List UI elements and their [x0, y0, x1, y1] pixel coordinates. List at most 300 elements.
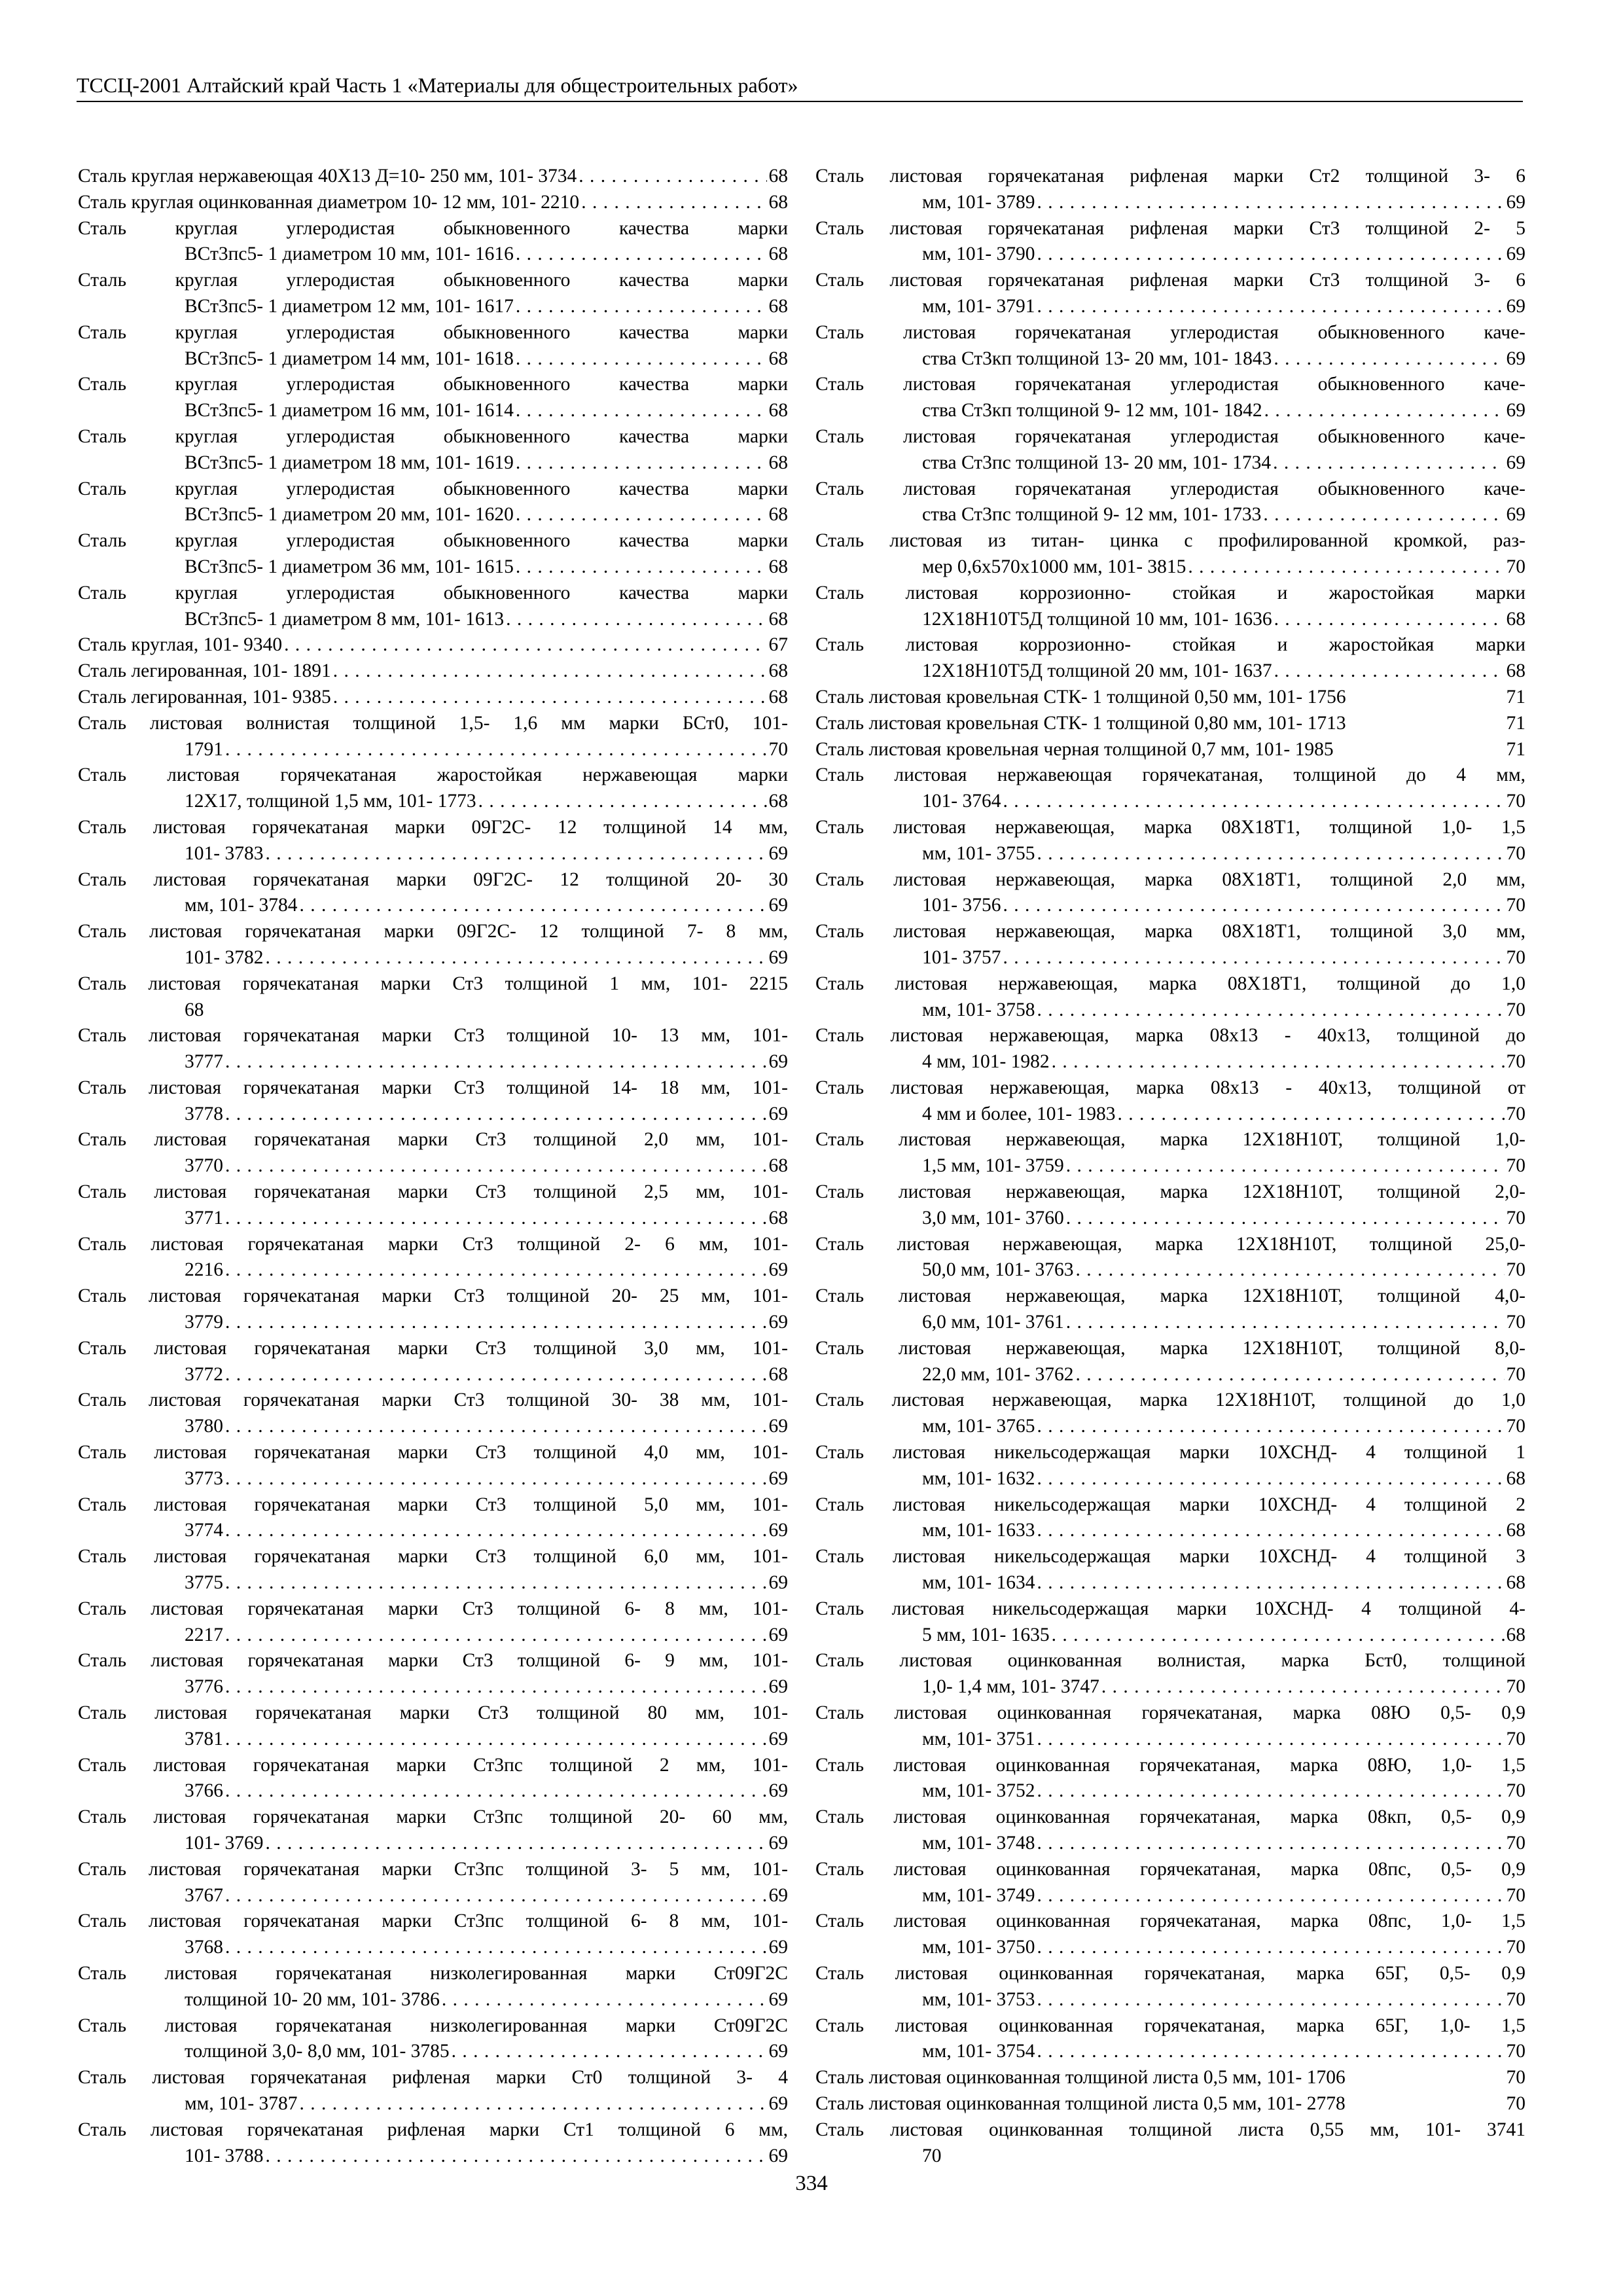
entry-text-line2: [78, 242, 788, 268]
entry-text-cont: мм, 101- 3790: [922, 243, 1035, 265]
entry-page: 71: [1506, 738, 1525, 760]
index-entry: [78, 1492, 788, 1545]
entry-text-cont: ства Ст3кп толщиной 13- 20 мм, 101- 1843: [922, 348, 1272, 369]
entry-page: 69: [768, 1884, 788, 1906]
dot-leader: [225, 737, 767, 763]
entry-text-cont: 3774: [185, 1520, 223, 1541]
entry-page: 69: [1506, 243, 1525, 265]
entry-page: 70: [1506, 1363, 1525, 1385]
entry-page: 69: [768, 1937, 788, 1958]
index-entry: [815, 1179, 1525, 1232]
entry-text-cont: 101- 3757: [922, 946, 1001, 968]
index-entry: [78, 164, 788, 190]
entry-text-line2: [78, 502, 788, 528]
dot-leader: [225, 1674, 767, 1700]
entry-page: 71: [1506, 712, 1525, 734]
entry-text-line2: [815, 945, 1525, 971]
dot-leader: [1037, 997, 1505, 1024]
entry-text-line2: [815, 1414, 1525, 1440]
entry-text-line1: Сталь листовая горячекатаная углеродистая обыкновенного каче-: [815, 478, 1525, 499]
dot-leader: [333, 685, 767, 711]
entry-text-cont: 3768: [185, 1937, 223, 1958]
entry-text-line1: Сталь листовая оцинкованная волнистая, марка Бст0, толщиной: [815, 1650, 1525, 1672]
index-entry: [815, 372, 1525, 424]
entry-text-line2: [78, 1570, 788, 1596]
entry-page: 69: [768, 1467, 788, 1489]
entry-page: 70: [1506, 1937, 1525, 1958]
entry-page: 69: [768, 842, 788, 864]
index-column-right: [815, 164, 1525, 2169]
entry-text-line1: Сталь листовая горячекатаная низколегированная марки Ст09Г2С: [78, 1962, 788, 1984]
entry-text-cont: 101- 3756: [922, 895, 1001, 916]
entry-text-line1: Сталь листовая горячекатаная углеродистая обыкновенного каче-: [815, 321, 1525, 343]
dot-leader: [1076, 1362, 1505, 1388]
entry-text-cont: мм, 101- 3758: [922, 999, 1035, 1020]
index-entry: [78, 1648, 788, 1700]
dot-leader: [1273, 450, 1504, 476]
entry-page: 70: [1506, 1988, 1525, 2010]
entry-text: Сталь листовая оцинкованная толщиной листа 0,5 мм, 101- 1706: [815, 2067, 1346, 2089]
entry-text-line1: Сталь листовая горячекатаная марки Ст3 толщиной 2- 6 мм, 101-: [78, 1233, 788, 1255]
index-entry: [78, 216, 788, 268]
dot-leader: [1066, 1206, 1505, 1232]
index-entry: [815, 1492, 1525, 1545]
index-entry: [78, 867, 788, 920]
index-entry: [815, 1909, 1525, 1961]
dot-leader: [300, 2091, 767, 2117]
entry-text-cont: 2217: [185, 1624, 223, 1645]
entry-page: 67: [768, 634, 788, 656]
entry-text-line2: [815, 893, 1525, 919]
entry-page: 70: [1506, 1676, 1525, 1698]
entry-text-line1: Сталь листовая из титан- цинка с профилированной кромкой, раз-: [815, 530, 1525, 552]
dot-leader: [1037, 2039, 1505, 2065]
entry-text-line2: [815, 554, 1525, 581]
dot-leader: [516, 554, 767, 581]
entry-page: 68: [768, 243, 788, 265]
entry-text-line1: Сталь листовая горячекатаная углеродистая обыкновенного каче-: [815, 374, 1525, 395]
entry-text: Сталь круглая, 101- 9340: [78, 634, 283, 656]
entry-text-line2: [78, 346, 788, 372]
index-entry: [78, 1283, 788, 1336]
index-entry: [78, 1232, 788, 1284]
entry-text-cont: 4 мм, 101- 1982: [922, 1051, 1050, 1073]
entry-text-line1: Сталь листовая оцинкованная горячекатаная, марка 08пс, 0,5- 0,9: [815, 1858, 1525, 1880]
entry-text-cont: мм, 101- 3755: [922, 842, 1035, 864]
entry-page: 70: [1506, 1884, 1525, 1906]
entry-text-line1: Сталь листовая горячекатаная низколегированная марки Ст09Г2С: [78, 2015, 788, 2036]
entry-page: 70: [1506, 946, 1525, 968]
entry-text-line2: [815, 346, 1525, 372]
index-entry: [815, 919, 1525, 971]
entry-page: 71: [1506, 686, 1525, 708]
entry-text-line1: Сталь листовая нержавеющая горячекатаная, толщиной до 4 мм,: [815, 764, 1525, 786]
entry-text-line2: [815, 1831, 1525, 1857]
entry-text-line1: Сталь листовая нержавеющая, марка 08х13 - 40х13, толщиной от: [815, 1077, 1525, 1098]
entry-text-cont: 3767: [185, 1884, 223, 1906]
entry-page: 68: [768, 1363, 788, 1385]
index-entry: [815, 528, 1525, 581]
index-entry: [78, 632, 788, 658]
entry-text-cont: 3781: [185, 1728, 223, 1749]
entry-text: Сталь легированная, 101- 9385: [78, 686, 331, 708]
entry-page: 69: [768, 1833, 788, 1854]
entry-text-line1: Сталь листовая нержавеющая, марка 08Х18Т1, толщиной до 1,0: [815, 973, 1525, 994]
entry-text-cont: 3770: [185, 1155, 223, 1177]
entry-page: 68: [768, 660, 788, 682]
index-entry: [815, 711, 1525, 737]
entry-text-line2: [815, 450, 1525, 476]
entry-page: 69: [1506, 504, 1525, 526]
entry-text-cont: мм, 101- 3749: [922, 1884, 1035, 1906]
entry-text-cont: мм, 101- 3750: [922, 1937, 1035, 1958]
entry-text-cont: 3,0 мм, 101- 3760: [922, 1207, 1064, 1229]
dot-leader: [516, 502, 767, 528]
entry-text-line2: [78, 945, 788, 971]
entry-text-line2: [78, 1206, 788, 1232]
entry-text-line1: Сталь листовая горячекатаная рифленая марки Ст0 толщиной 3- 4: [78, 2067, 788, 2089]
entry-text-cont: 5 мм, 101- 1635: [922, 1624, 1050, 1645]
entry-text-line2: [78, 1257, 788, 1283]
entry-text: Сталь круглая оцинкованная диаметром 10- 12 мм, 101- 2210: [78, 191, 580, 213]
entry-text-line1: Сталь листовая нержавеющая, марка 12Х18Н10Т, толщиной 8,0-: [815, 1337, 1525, 1359]
dot-leader: [1101, 1674, 1505, 1700]
entry-text-cont: 1,5 мм, 101- 3759: [922, 1155, 1064, 1177]
entry-text-line2: [815, 1049, 1525, 1075]
entry-text-line2: [815, 398, 1525, 424]
entry-text: Сталь круглая нержавеющая 40Х13 Д=10- 250 мм, 101- 3734: [78, 166, 577, 187]
entry-text-line2: [815, 190, 1525, 216]
entry-text-line2: [78, 398, 788, 424]
index-entry: [78, 711, 788, 763]
entry-text-line1: Сталь листовая нержавеющая, марка 08х13 - 40х13, толщиной до: [815, 1025, 1525, 1047]
entry-text-line1: Сталь листовая оцинкованная горячекатаная, марка 08Ю 0,5- 0,9: [815, 1702, 1525, 1724]
entry-text-line2: [815, 1102, 1525, 1128]
dot-leader: [225, 1206, 767, 1232]
index-entry: [78, 1127, 788, 1179]
index-entry: [815, 320, 1525, 372]
entry-text-line2: [78, 1414, 788, 1440]
entry-text-cont: ства Ст3пс толщиной 9- 12 мм, 101- 1733: [922, 504, 1262, 526]
entry-text-cont: 3776: [185, 1676, 223, 1698]
entry-text-line1: Сталь листовая горячекатаная марки Ст3 толщиной 10- 13 мм, 101-: [78, 1025, 788, 1047]
dot-leader: [1274, 607, 1505, 633]
dot-leader: [225, 1570, 767, 1596]
entry-page: 68: [768, 348, 788, 369]
entry-page: 68: [768, 295, 788, 317]
index-entry: [78, 1596, 788, 1649]
entry-text-line2: [78, 607, 788, 633]
entry-text-line1: Сталь листовая оцинкованная горячекатаная, марка 08пс, 1,0- 1,5: [815, 1910, 1525, 1932]
entry-text-line1: Сталь листовая нержавеющая, марка 08Х18Т1, толщиной 3,0 мм,: [815, 921, 1525, 942]
entry-text-line1: Сталь листовая коррозионно- стойкая и жаростойкая марки: [815, 582, 1525, 603]
entry-text-line2: [78, 1362, 788, 1388]
index-entry: [78, 1700, 788, 1753]
dot-leader: [1037, 1466, 1505, 1492]
index-entry: [78, 1023, 788, 1075]
entry-text-line1: Сталь листовая оцинкованная толщиной листа 0,55 мм, 101- 3741: [815, 2119, 1525, 2140]
entry-page: 69: [768, 1103, 788, 1124]
entry-text-cont: мм, 101- 3791: [922, 295, 1035, 317]
entry-page: 68: [768, 791, 788, 812]
entry-text-line1: Сталь листовая горячекатаная марки Ст3 толщиной 20- 25 мм, 101-: [78, 1285, 788, 1307]
entry-text-line1: Сталь листовая никельсодержащая марки 10ХСНД- 4 толщиной 1: [815, 1442, 1525, 1463]
index-entry: [815, 1700, 1525, 1753]
dot-leader: [1117, 1102, 1504, 1128]
dot-leader: [516, 398, 767, 424]
index-entry: [815, 1388, 1525, 1440]
dot-leader: [225, 1257, 767, 1283]
entry-text-line1: Сталь листовая горячекатаная марки Ст3 толщиной 6,0 мм, 101-: [78, 1546, 788, 1568]
entry-page: 68: [768, 1207, 788, 1229]
entry-text-line2: [78, 789, 788, 815]
entry-text-line1: Сталь листовая горячекатаная рифленая марки Ст2 толщиной 3- 6: [815, 166, 1525, 187]
entry-text-line2: [78, 1623, 788, 1649]
index-entry: [78, 762, 788, 815]
dot-leader: [300, 893, 767, 919]
entry-page: 70: [1506, 2067, 1525, 2089]
entry-text-line2: [78, 1049, 788, 1075]
entry-text-line2: [815, 1206, 1525, 1232]
entry-text-cont: 3771: [185, 1207, 223, 1229]
entry-text-line1: Сталь листовая нержавеющая, марка 12Х18Н10Т, толщиной 4,0-: [815, 1285, 1525, 1307]
entry-text-line1: Сталь листовая горячекатаная марки 09Г2С- 12 толщиной 14 мм,: [78, 816, 788, 838]
entry-text-line2: [815, 1778, 1525, 1804]
entry-text-cont: ВСт3пс5- 1 диаметром 20 мм, 101- 1620: [185, 504, 514, 526]
entry-text-line1: Сталь листовая нержавеющая, марка 08Х18Т1, толщиной 2,0 мм,: [815, 869, 1525, 890]
entry-text-line1: Сталь листовая горячекатаная марки Ст3пс толщиной 3- 5 мм, 101-: [78, 1858, 788, 1880]
dot-leader: [1264, 398, 1505, 424]
entry-text-cont: 12Х17, толщиной 1,5 мм, 101- 1773: [185, 791, 476, 812]
entry-text-line1: Сталь листовая горячекатаная марки Ст3пс толщиной 20- 60 мм,: [78, 1806, 788, 1828]
entry-text-line2: [78, 554, 788, 581]
dot-leader: [225, 1414, 767, 1440]
entry-page: 70: [1506, 791, 1525, 812]
entry-text-line2: [78, 737, 788, 763]
entry-text-line2: [815, 841, 1525, 867]
entry-text-line2: [78, 2144, 788, 2170]
entry-text-cont: 3780: [185, 1416, 223, 1437]
entry-text-cont: мм, 101- 3787: [185, 2092, 298, 2114]
dot-leader: [452, 2039, 767, 2065]
entry-text-line1: Сталь листовая оцинкованная горячекатаная, марка 08Ю, 1,0- 1,5: [815, 1754, 1525, 1776]
entry-text-cont: мм, 101- 3754: [922, 2041, 1035, 2062]
entry-text-line2: [78, 1727, 788, 1753]
index-entry: [815, 2065, 1525, 2091]
entry-text-line1: Сталь листовая горячекатаная марки 09Г2С- 12 толщиной 20- 30: [78, 869, 788, 890]
entry-text-line1: Сталь листовая оцинкованная горячекатаная, марка 65Г, 1,0- 1,5: [815, 2015, 1525, 2036]
index-entry: [78, 1440, 788, 1492]
entry-text-line1: Сталь круглая углеродистая обыкновенного качества марки: [78, 374, 788, 395]
index-entry: [78, 528, 788, 581]
entry-text-line1: Сталь круглая углеродистая обыкновенного качества марки: [78, 582, 788, 603]
dot-leader: [1037, 1831, 1505, 1857]
entry-text-cont: 101- 3788: [185, 2145, 264, 2166]
index-entry: [815, 867, 1525, 920]
dot-leader: [1037, 294, 1505, 320]
entry-text-line2: [815, 607, 1525, 633]
entry-text-line2: [815, 658, 1525, 685]
entry-text-cont: 101- 3764: [922, 791, 1001, 812]
entry-text-line1: Сталь листовая горячекатаная рифленая марки Ст3 толщиной 3- 6: [815, 270, 1525, 291]
index-entry: [815, 424, 1525, 476]
dot-leader: [265, 841, 766, 867]
entry-text-line1: Сталь листовая горячекатаная марки 09Г2С- 12 толщиной 7- 8 мм,: [78, 921, 788, 942]
entry-text-cont: мм, 101- 1632: [922, 1467, 1035, 1489]
entry-text-cont: 101- 3769: [185, 1833, 264, 1854]
entry-page: 68: [1506, 660, 1525, 682]
entry-text-cont: 101- 3783: [185, 842, 264, 864]
entry-page: 69: [1506, 452, 1525, 473]
index-entry: [815, 2091, 1525, 2117]
entry-text: Сталь листовая кровельная СТК- 1 толщиной 0,50 мм, 101- 1756: [815, 686, 1346, 708]
entry-text-line1: Сталь листовая горячекатаная жаростойкая нержавеющая марки: [78, 764, 788, 786]
index-entry: [78, 815, 788, 867]
entry-text-line2: [815, 1674, 1525, 1700]
entry-page: 68: [768, 1155, 788, 1177]
entry-text-line2: [815, 2039, 1525, 2065]
entry-page: 68: [1506, 1624, 1525, 1645]
index-entry: [78, 1336, 788, 1388]
entry-text-cont: 12Х18Н10Т5Д толщиной 20 мм, 101- 1637: [922, 660, 1272, 682]
entry-page: 68: [768, 556, 788, 577]
entry-text-cont: мм, 101- 3748: [922, 1833, 1035, 1854]
entry-text-cont: мм, 101- 1633: [922, 1520, 1035, 1541]
entry-page: 69: [768, 1051, 788, 1073]
entry-text-cont: толщиной 3,0- 8,0 мм, 101- 3785: [185, 2041, 450, 2062]
entry-text-line1: Сталь листовая оцинкованная горячекатаная, марка 65Г, 0,5- 0,9: [815, 1962, 1525, 1984]
dot-leader: [1037, 1778, 1505, 1804]
index-entry: [815, 1753, 1525, 1805]
index-entry: [815, 1648, 1525, 1700]
entry-text-cont: ВСт3пс5- 1 диаметром 10 мм, 101- 1616: [185, 243, 514, 265]
entry-text-line1: Сталь круглая углеродистая обыкновенного качества марки: [78, 478, 788, 499]
entry-text: Сталь листовая кровельная СТК- 1 толщиной 0,80 мм, 101- 1713: [815, 712, 1346, 734]
dot-leader: [1188, 554, 1504, 581]
dot-leader: [1037, 1414, 1505, 1440]
entry-text-line2: [815, 1935, 1525, 1961]
entry-text-line1: Сталь круглая углеродистая обыкновенного качества марки: [78, 321, 788, 343]
index-entry: [815, 1857, 1525, 1909]
index-column-left: [78, 164, 788, 2169]
entry-text-line2: [78, 1674, 788, 1700]
entry-text-cont: ВСт3пс5- 1 диаметром 16 мм, 101- 1614: [185, 400, 514, 422]
index-entry: [815, 762, 1525, 815]
entry-text-cont: 1,0- 1,4 мм, 101- 3747: [922, 1676, 1099, 1698]
entry-text-cont: 1791: [185, 738, 223, 760]
entry-text-cont: 101- 3782: [185, 946, 264, 968]
index-entry: [815, 476, 1525, 529]
dot-leader: [225, 1727, 767, 1753]
dot-leader: [225, 1310, 767, 1336]
index-entry: [815, 164, 1525, 216]
entry-text-line2: [815, 1570, 1525, 1596]
index-entry: [815, 1804, 1525, 1857]
entry-text-cont: 3766: [185, 1780, 223, 1802]
index-entry: [78, 971, 788, 1024]
entry-text-line2: [815, 1727, 1525, 1753]
entry-text-line2: [815, 2144, 1525, 2170]
dot-leader: [225, 1778, 767, 1804]
entry-text-cont: 12Х18Н10Т5Д толщиной 10 мм, 101- 1636: [922, 608, 1272, 630]
entry-text-line2: [78, 2039, 788, 2065]
index-entry: [815, 2013, 1525, 2066]
dot-leader: [1066, 1153, 1505, 1179]
entry-text-line1: Сталь листовая горячекатаная марки Ст3пс толщиной 2 мм, 101-: [78, 1754, 788, 1776]
index-entry: [815, 1336, 1525, 1388]
dot-leader: [1037, 841, 1505, 867]
entry-page: 69: [1506, 348, 1525, 369]
dot-leader: [1003, 893, 1504, 919]
entry-text-line1: Сталь листовая нержавеющая, марка 12Х18Н10Т, толщиной 2,0-: [815, 1181, 1525, 1203]
index-entry: [78, 658, 788, 685]
dot-leader: [1052, 1623, 1505, 1649]
dot-leader: [1274, 658, 1505, 685]
entry-page: 70: [1506, 1207, 1525, 1229]
dot-leader: [1066, 1310, 1505, 1336]
dot-leader: [1003, 945, 1504, 971]
index-entry: [78, 581, 788, 633]
running-header: ТССЦ-2001 Алтайский край Часть 1 «Материалы для общестроительных работ»: [77, 71, 1523, 102]
entry-text-cont: 50,0 мм, 101- 3763: [922, 1259, 1074, 1281]
entry-text-line1: Сталь круглая углеродистая обыкновенного качества марки: [78, 217, 788, 239]
entry-text-line1: Сталь листовая никельсодержащая марки 10ХСНД- 4 толщиной 3: [815, 1546, 1525, 1568]
entry-text-line2: [78, 893, 788, 919]
index-entry: [78, 372, 788, 424]
index-entry: [815, 1075, 1525, 1128]
entry-text: Сталь легированная, 101- 1891: [78, 660, 331, 682]
entry-page: 69: [1506, 191, 1525, 213]
entry-text-line1: Сталь листовая нержавеющая, марка 08Х18Т1, толщиной 1,0- 1,5: [815, 816, 1525, 838]
entry-page: 68: [768, 608, 788, 630]
dot-leader: [225, 1362, 767, 1388]
entry-text-cont: 3778: [185, 1103, 223, 1124]
entry-text-line1: Сталь листовая горячекатаная марки Ст3 толщиной 80 мм, 101-: [78, 1702, 788, 1724]
entry-text-line1: Сталь круглая углеродистая обыкновенного качества марки: [78, 530, 788, 552]
index-entry: [78, 1544, 788, 1596]
entry-page: 70: [1506, 1259, 1525, 1281]
index-entry: [78, 1388, 788, 1440]
index-entry: [78, 476, 788, 529]
index-entry: [815, 581, 1525, 633]
entry-page: 69: [768, 1312, 788, 1333]
entry-page: 68: [768, 452, 788, 473]
entry-text: Сталь листовая оцинкованная толщиной листа 0,5 мм, 101- 2778: [815, 2092, 1346, 2114]
dot-leader: [1037, 1518, 1505, 1544]
dot-leader: [1037, 1935, 1505, 1961]
entry-text-line1: Сталь листовая горячекатаная марки Ст3 толщиной 6- 9 мм, 101-: [78, 1650, 788, 1672]
entry-text-line2: [815, 502, 1525, 528]
entry-text-cont: ВСт3пс5- 1 диаметром 18 мм, 101- 1619: [185, 452, 514, 473]
entry-page: 68: [768, 191, 788, 213]
dot-leader: [1003, 789, 1504, 815]
entry-page: 70: [1506, 999, 1525, 1020]
dot-leader: [1052, 1049, 1505, 1075]
entry-text-line1: Сталь листовая нержавеющая, марка 12Х18Н10Т, толщиной 25,0-: [815, 1233, 1525, 1255]
dot-leader: [225, 1935, 767, 1961]
entry-page: 69: [768, 1624, 788, 1645]
entry-page: 68: [1506, 1467, 1525, 1489]
entry-text-cont: 4 мм и более, 101- 1983: [922, 1103, 1116, 1124]
entry-text-cont: мм, 101- 3789: [922, 191, 1035, 213]
entry-text-line1: Сталь листовая никельсодержащая марки 10ХСНД- 4 толщиной 4-: [815, 1598, 1525, 1619]
entry-page: 70: [1506, 1728, 1525, 1749]
entry-page: 68: [768, 400, 788, 422]
entry-text-line1: Сталь листовая коррозионно- стойкая и жаростойкая марки: [815, 634, 1525, 656]
dot-leader: [265, 945, 766, 971]
dot-leader: [1037, 1987, 1505, 2013]
entry-text-line1: Сталь круглая углеродистая обыкновенного качества марки: [78, 270, 788, 291]
